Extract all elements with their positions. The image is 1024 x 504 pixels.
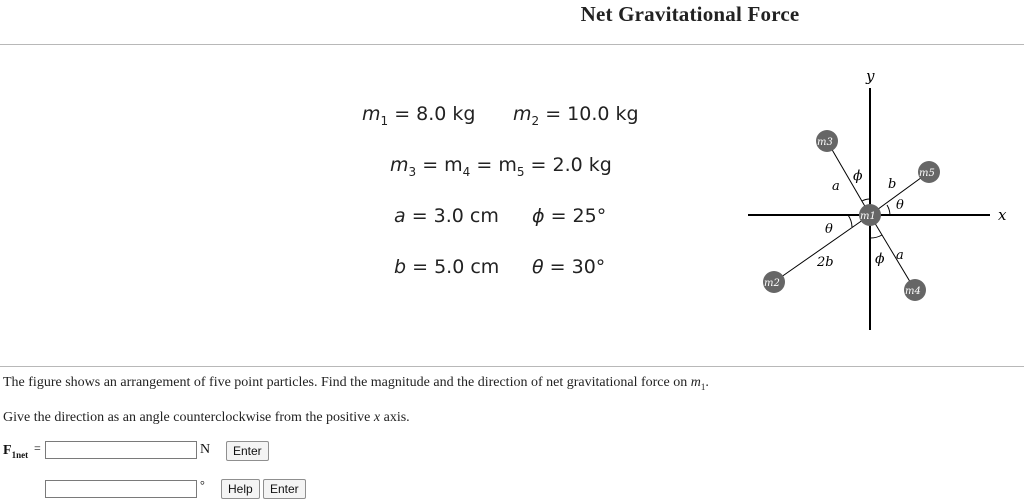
svg-text:m4: m4 bbox=[905, 286, 921, 297]
svg-text:m2: m2 bbox=[764, 278, 780, 289]
enter-magnitude-button[interactable]: Enter bbox=[226, 441, 269, 461]
m2-symbol: m bbox=[513, 103, 532, 125]
direction-instruction bbox=[3, 410, 410, 426]
phi-symbol: ϕ bbox=[532, 205, 545, 227]
f-symbol: F bbox=[3, 443, 12, 458]
m3-symbol: m bbox=[390, 154, 409, 176]
particle-arrangement-figure bbox=[740, 62, 1024, 334]
given-b bbox=[394, 256, 499, 278]
phi-value: = 25° bbox=[550, 205, 607, 227]
theta-value: = 30° bbox=[549, 256, 606, 278]
given-theta bbox=[532, 256, 605, 278]
help-button[interactable]: Help bbox=[221, 479, 260, 499]
magnitude-input[interactable] bbox=[45, 441, 197, 459]
m1-value: = 8.0 kg bbox=[394, 103, 476, 125]
page-title: Net Gravitational Force bbox=[580, 2, 800, 26]
theta-arc-left bbox=[848, 215, 852, 227]
label-a-bottom: a bbox=[896, 248, 904, 263]
header-divider bbox=[0, 44, 1024, 45]
content-divider bbox=[0, 366, 1024, 367]
svg-text:m5: m5 bbox=[919, 168, 935, 179]
svg-text:m3: m3 bbox=[817, 137, 833, 148]
theta-symbol: θ bbox=[532, 256, 544, 278]
a-value: = 3.0 cm bbox=[411, 205, 499, 227]
equals-sign: = bbox=[34, 441, 41, 455]
m4-sub: 4 bbox=[462, 164, 471, 179]
direction-x: x bbox=[373, 410, 381, 425]
label-phi-top: ϕ bbox=[853, 168, 863, 184]
m4-symbol: = m bbox=[422, 154, 463, 176]
problem-m-sub: 1 bbox=[700, 381, 706, 392]
line-m1-m2 bbox=[774, 215, 870, 282]
svg-text:m1: m1 bbox=[860, 211, 876, 222]
b-value: = 5.0 cm bbox=[412, 256, 500, 278]
m2-value: = 10.0 kg bbox=[545, 103, 639, 125]
degree-unit: ° bbox=[200, 478, 205, 492]
given-m2 bbox=[513, 103, 639, 128]
y-axis-label: y bbox=[866, 67, 875, 85]
label-theta-left: θ bbox=[825, 222, 833, 237]
newton-unit: N bbox=[200, 442, 211, 457]
m5-symbol: = m bbox=[476, 154, 517, 176]
m3-sub: 3 bbox=[408, 164, 417, 179]
given-m1 bbox=[362, 103, 475, 128]
direction-text-a: Give the direction as an angle counterclockwise from the positive bbox=[3, 410, 374, 425]
enter-angle-button[interactable]: Enter bbox=[263, 479, 306, 499]
f-sub-net: net bbox=[16, 449, 29, 460]
phi-arc-top bbox=[862, 199, 870, 201]
mass-m5 bbox=[918, 161, 940, 183]
line-m1-m3 bbox=[827, 141, 870, 215]
m2-sub: 2 bbox=[531, 113, 540, 128]
mass-m4 bbox=[904, 279, 926, 301]
m1-symbol: m bbox=[362, 103, 381, 125]
label-phi-bottom: ϕ bbox=[875, 251, 885, 267]
m1-sub: 1 bbox=[380, 113, 389, 128]
m345-value: = 2.0 kg bbox=[530, 154, 612, 176]
problem-m-symbol: m bbox=[690, 375, 701, 390]
mass-m1 bbox=[859, 204, 881, 226]
m5-sub: 5 bbox=[516, 164, 525, 179]
label-theta-right: θ bbox=[896, 198, 904, 213]
given-m3-m4-m5 bbox=[390, 154, 612, 179]
given-a bbox=[394, 205, 499, 227]
theta-arc-right bbox=[887, 205, 890, 215]
f-sub: 1 bbox=[11, 449, 17, 460]
given-phi bbox=[532, 205, 606, 227]
mass-m3 bbox=[816, 130, 838, 152]
f1net-label bbox=[3, 443, 28, 460]
problem-end: . bbox=[705, 375, 709, 390]
label-b: b bbox=[888, 177, 897, 192]
angle-input[interactable] bbox=[45, 480, 197, 498]
problem-text: The figure shows an arrangement of five point particles. Find the magnitude and the direction of net gravitational force on bbox=[3, 375, 691, 390]
b-symbol: b bbox=[394, 256, 407, 278]
a-symbol: a bbox=[394, 205, 406, 227]
phi-arc-bottom bbox=[870, 235, 882, 238]
problem-statement bbox=[3, 375, 709, 392]
label-2b: 2b bbox=[817, 255, 834, 270]
x-axis-label: x bbox=[998, 206, 1007, 224]
direction-text-b: axis. bbox=[380, 410, 410, 425]
mass-m2 bbox=[763, 271, 785, 293]
label-a-top: a bbox=[832, 179, 840, 194]
